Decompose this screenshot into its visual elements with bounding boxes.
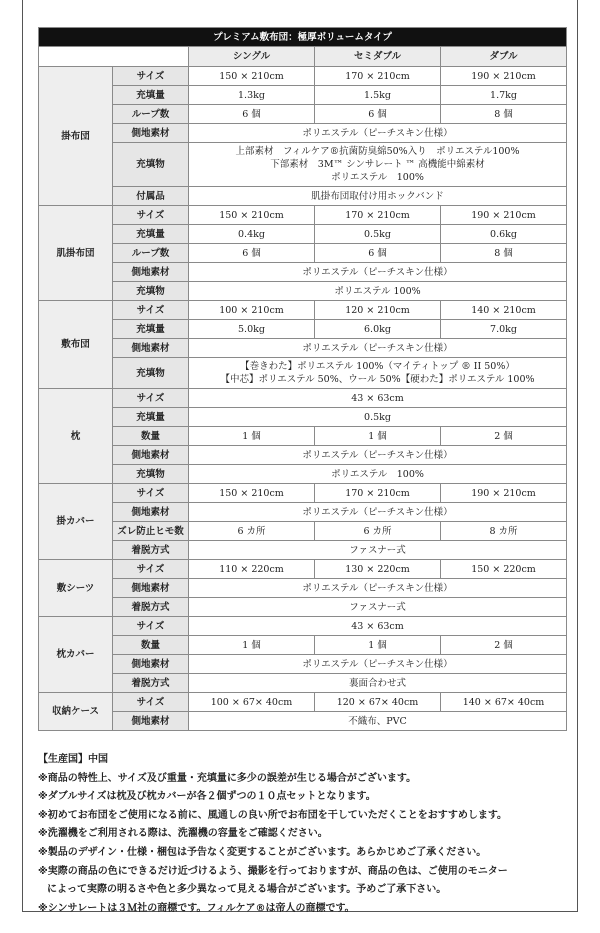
- value-cell: 0.4kg: [189, 225, 315, 244]
- value-cell: 140 × 210cm: [441, 301, 567, 320]
- value-cell: 6 個: [315, 105, 441, 124]
- table-row: [39, 636, 567, 655]
- value-cell-merged: ポリエステル（ピーチスキン仕様）: [189, 579, 567, 598]
- attribute-label: 側地素材: [113, 124, 189, 143]
- value-cell: 0.6kg: [441, 225, 567, 244]
- table-row: [39, 427, 567, 446]
- note-color-2: によって実際の明るさや色と多少異なって見える場合がございます。予めご了承下さい。: [47, 884, 447, 896]
- table-row: [39, 560, 567, 579]
- value-line: 下部素材 3M™ シンサレート ™ 高機能中綿素材: [270, 159, 485, 170]
- value-cell-multiline: [189, 358, 567, 389]
- value-line: 【中芯】ポリエステル 50%、ウール 50%【硬わた】ポリエステル 100%: [220, 374, 535, 385]
- value-cell: 150 × 210cm: [189, 206, 315, 225]
- attribute-label: 充填量: [113, 320, 189, 339]
- value-cell-merged: ポリエステル（ピーチスキン仕様）: [189, 446, 567, 465]
- table-row: [39, 522, 567, 541]
- attribute-label: 側地素材: [113, 263, 189, 282]
- spec-table: [38, 27, 567, 731]
- note-first-use: ※初めてお布団をご使用になる前に、風通しの良い所でお布団を干していただくことをおすすめします。: [38, 809, 508, 821]
- attribute-label: ループ数: [113, 105, 189, 124]
- column-header-single: シングル: [189, 47, 315, 67]
- table-row: [39, 617, 567, 636]
- table-row: [39, 339, 567, 358]
- value-line: ポリエステル 100%: [331, 172, 424, 183]
- value-cell: 110 × 220cm: [189, 560, 315, 579]
- attribute-label: 充填物: [113, 465, 189, 484]
- value-line: 【巻きわた】ポリエステル 100%（マイティトップ ® II 50%）: [240, 361, 515, 372]
- table-row: [39, 244, 567, 263]
- table-row: [39, 484, 567, 503]
- note-origin: 【生産国】中国: [38, 754, 108, 765]
- value-cell: 6 個: [189, 105, 315, 124]
- value-cell: 2 個: [441, 636, 567, 655]
- table-row: [39, 225, 567, 244]
- value-cell: 0.5kg: [315, 225, 441, 244]
- value-cell: 120 × 210cm: [315, 301, 441, 320]
- attribute-label: 充填量: [113, 408, 189, 427]
- note-double-set: ※ダブルサイズは枕及び枕カバーが各２個ずつの１０点セットとなります。: [38, 791, 376, 803]
- value-cell-merged: ファスナー式: [189, 598, 567, 617]
- value-cell-merged: ポリエステル 100%: [189, 465, 567, 484]
- table-row: [39, 86, 567, 105]
- table-row: [39, 206, 567, 225]
- table-row: [39, 579, 567, 598]
- attribute-label: サイズ: [113, 67, 189, 86]
- attribute-label: 側地素材: [113, 655, 189, 674]
- value-cell-merged: ポリエステル（ピーチスキン仕様）: [189, 655, 567, 674]
- attribute-label: 着脱方式: [113, 674, 189, 693]
- value-cell-merged: ポリエステル 100%: [189, 282, 567, 301]
- attribute-label: 充填量: [113, 86, 189, 105]
- value-cell: 8 個: [441, 105, 567, 124]
- value-cell: 6 カ所: [315, 522, 441, 541]
- value-cell-merged: ポリエステル（ピーチスキン仕様）: [189, 124, 567, 143]
- attribute-label: 充填物: [113, 143, 189, 187]
- value-cell: 6 カ所: [189, 522, 315, 541]
- attribute-label: サイズ: [113, 560, 189, 579]
- table-row: [39, 541, 567, 560]
- column-header-semi-double: セミダブル: [315, 47, 441, 67]
- value-cell-merged: ポリエステル（ピーチスキン仕様）: [189, 339, 567, 358]
- attribute-label: サイズ: [113, 301, 189, 320]
- value-cell: 8 カ所: [441, 522, 567, 541]
- attribute-label: 着脱方式: [113, 598, 189, 617]
- table-row: [39, 187, 567, 206]
- attribute-label: 数量: [113, 427, 189, 446]
- attribute-label: ズレ防止ヒモ数: [113, 522, 189, 541]
- value-cell: 5.0kg: [189, 320, 315, 339]
- value-cell: 150 × 210cm: [189, 67, 315, 86]
- value-cell-merged: 0.5kg: [189, 408, 567, 427]
- value-cell-merged: ポリエステル（ピーチスキン仕様）: [189, 503, 567, 522]
- value-cell: 100 × 67× 40cm: [189, 693, 315, 712]
- attribute-label: 側地素材: [113, 579, 189, 598]
- spec-table-body: [39, 67, 567, 731]
- value-cell: 140 × 67× 40cm: [441, 693, 567, 712]
- column-header-double: ダブル: [441, 47, 567, 67]
- table-row: [39, 263, 567, 282]
- table-row: [39, 712, 567, 731]
- value-cell-merged: ファスナー式: [189, 541, 567, 560]
- category-label: 敷シーツ: [39, 560, 113, 617]
- attribute-label: サイズ: [113, 693, 189, 712]
- table-row: [39, 503, 567, 522]
- value-cell: 170 × 210cm: [315, 67, 441, 86]
- table-row: [39, 389, 567, 408]
- attribute-label: 付属品: [113, 187, 189, 206]
- note-size-tolerance: ※商品の特性上、サイズ及び重量・充填量に多少の誤差が生じる場合がございます。: [38, 772, 417, 784]
- value-cell: 130 × 220cm: [315, 560, 441, 579]
- category-label: 肌掛布団: [39, 206, 113, 301]
- value-line: 上部素材 フィルケア®抗菌防臭綿50%入り ポリエステル100%: [235, 146, 520, 157]
- table-title: プレミアム敷布団：極厚ボリュームタイプ: [39, 28, 567, 47]
- attribute-label: 側地素材: [113, 339, 189, 358]
- value-cell: 7.0kg: [441, 320, 567, 339]
- value-cell: 6.0kg: [315, 320, 441, 339]
- attribute-label: 側地素材: [113, 712, 189, 731]
- attribute-label: サイズ: [113, 484, 189, 503]
- table-row: [39, 465, 567, 484]
- table-row: [39, 598, 567, 617]
- value-cell: 190 × 210cm: [441, 67, 567, 86]
- value-cell: 190 × 210cm: [441, 484, 567, 503]
- attribute-label: 側地素材: [113, 503, 189, 522]
- value-cell: 1 個: [189, 636, 315, 655]
- value-cell-merged: ポリエステル（ピーチスキン仕様）: [189, 263, 567, 282]
- value-cell-merged: 裏面合わせ式: [189, 674, 567, 693]
- category-label: 敷布団: [39, 301, 113, 389]
- note-design-change: ※製品のデザイン・仕様・梱包は予告なく変更することがございます。あらかじめご了承ください。: [38, 846, 487, 858]
- value-cell: 1 個: [189, 427, 315, 446]
- value-cell: 170 × 210cm: [315, 484, 441, 503]
- notes-section: [38, 751, 578, 918]
- value-cell: 100 × 210cm: [189, 301, 315, 320]
- attribute-label: 数量: [113, 636, 189, 655]
- attribute-label: 充填物: [113, 358, 189, 389]
- attribute-label: サイズ: [113, 617, 189, 636]
- table-row: [39, 655, 567, 674]
- value-cell-merged: 43 × 63cm: [189, 389, 567, 408]
- value-cell: 1.5kg: [315, 86, 441, 105]
- value-cell: 6 個: [189, 244, 315, 263]
- attribute-label: 着脱方式: [113, 541, 189, 560]
- value-cell-merged: 43 × 63cm: [189, 617, 567, 636]
- table-row: [39, 124, 567, 143]
- table-row: [39, 693, 567, 712]
- table-row: [39, 358, 567, 389]
- value-cell: 1 個: [315, 427, 441, 446]
- attribute-label: ループ数: [113, 244, 189, 263]
- value-cell: 1.7kg: [441, 86, 567, 105]
- value-cell: 1 個: [315, 636, 441, 655]
- note-trademark: ※シンサレートは３Ｍ社の商標です。フィルケア®は帝人の商標です。: [38, 902, 355, 914]
- value-cell: 8 個: [441, 244, 567, 263]
- category-label: 掛布団: [39, 67, 113, 206]
- header-blank: [39, 47, 189, 67]
- table-row: [39, 143, 567, 187]
- table-row: [39, 674, 567, 693]
- value-cell: 1.3kg: [189, 86, 315, 105]
- attribute-label: 充填量: [113, 225, 189, 244]
- table-row: [39, 408, 567, 427]
- attribute-label: 充填物: [113, 282, 189, 301]
- category-label: 枕カバー: [39, 617, 113, 693]
- category-label: 枕: [39, 389, 113, 484]
- table-row: [39, 301, 567, 320]
- table-row: [39, 67, 567, 86]
- category-label: 収納ケース: [39, 693, 113, 731]
- note-color-1: ※実際の商品の色にできるだけ近づけるよう、撮影を行っておりますが、商品の色は、ご使用のモニター: [38, 865, 508, 877]
- value-cell-merged: 不織布、PVC: [189, 712, 567, 731]
- table-row: [39, 105, 567, 124]
- value-cell: 170 × 210cm: [315, 206, 441, 225]
- value-cell: 190 × 210cm: [441, 206, 567, 225]
- value-cell: 6 個: [315, 244, 441, 263]
- table-row: [39, 320, 567, 339]
- value-cell: 2 個: [441, 427, 567, 446]
- value-cell: 150 × 220cm: [441, 560, 567, 579]
- attribute-label: サイズ: [113, 206, 189, 225]
- table-row: [39, 446, 567, 465]
- category-label: 掛カバー: [39, 484, 113, 560]
- value-cell-multiline: [189, 143, 567, 187]
- value-cell: 150 × 210cm: [189, 484, 315, 503]
- value-cell-merged: 肌掛布団取付け用ホックバンド: [189, 187, 567, 206]
- table-row: [39, 282, 567, 301]
- note-washing-machine: ※洗濯機をご利用される際は、洗濯機の容量をご確認ください。: [38, 828, 328, 840]
- attribute-label: サイズ: [113, 389, 189, 408]
- attribute-label: 側地素材: [113, 446, 189, 465]
- value-cell: 120 × 67× 40cm: [315, 693, 441, 712]
